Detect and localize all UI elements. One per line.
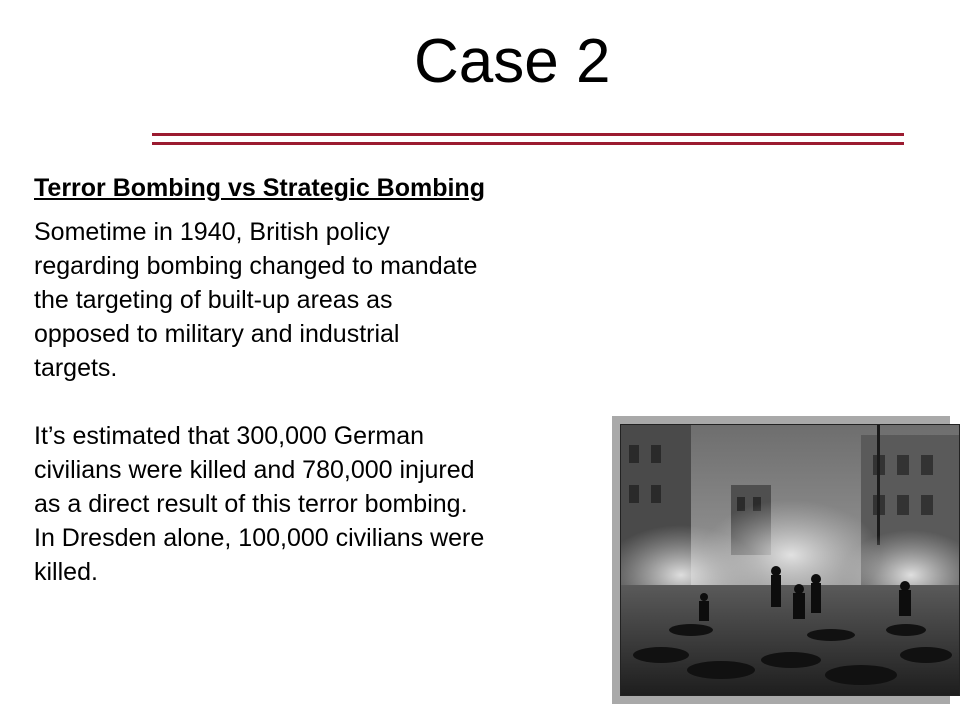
bombing-aftermath-photo [620, 424, 960, 696]
body-text [34, 170, 624, 589]
title-divider-top [152, 133, 904, 136]
casualties-paragraph: It’s estimated that 300,000 German civilians were killed and 780,000 injured as a direct result of this terror bombing. In Dresden alone, 100,000 civilians were killed. [34, 422, 485, 586]
title-divider-bottom [152, 142, 904, 145]
section-heading: Terror Bombing vs Strategic Bombing [34, 174, 485, 202]
title-area [0, 0, 960, 120]
slide-title: Case 2 [414, 27, 611, 96]
policy-paragraph: Sometime in 1940, British policy regarding bombing changed to mandate the targeting of built-up areas as opposed to military and industrial targets. [34, 218, 478, 382]
